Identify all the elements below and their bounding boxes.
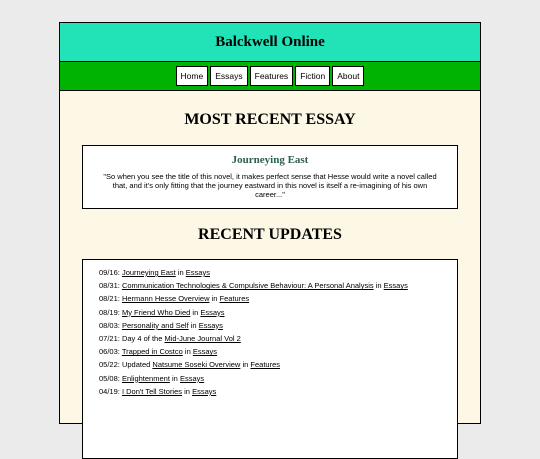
recent-essay-box bbox=[82, 145, 458, 209]
recent-updates-heading: RECENT UPDATES bbox=[198, 226, 342, 243]
update-section-link[interactable]: Features bbox=[219, 294, 250, 304]
update-sep: in bbox=[177, 268, 184, 277]
update-date: 08/21: bbox=[99, 294, 120, 304]
recent-essay-excerpt: "So when you see the title of this novel, it makes perfect sense that Hesse would write a novel called that, and it's only fitting that the journey eastward in this novel is itself a re-imagining of his own career..." bbox=[103, 172, 437, 199]
update-sep: in bbox=[242, 360, 249, 370]
list-item bbox=[99, 292, 457, 305]
update-date: 04/19: bbox=[99, 386, 120, 396]
update-sep: in bbox=[211, 294, 218, 304]
list-item bbox=[99, 385, 457, 398]
update-prefix: Day 4 of the bbox=[121, 334, 163, 344]
update-section-link[interactable]: Essays bbox=[192, 386, 217, 396]
update-title-link[interactable]: Hermann Hesse Overview bbox=[121, 294, 210, 304]
list-item bbox=[99, 319, 457, 332]
update-title-link[interactable]: Enlightenment bbox=[121, 373, 170, 383]
update-title-link[interactable]: My Friend Who Died bbox=[121, 307, 191, 317]
recent-updates-list bbox=[82, 259, 458, 459]
update-section-link[interactable]: Essays bbox=[200, 307, 225, 317]
update-title-link[interactable]: Trapped in Costco bbox=[121, 347, 183, 357]
update-title-link[interactable]: Communication Technologies & Compulsive Behaviour: A Personal Analysis bbox=[121, 281, 374, 291]
update-section-link[interactable]: Essays bbox=[179, 373, 205, 383]
update-section-link[interactable]: Essays bbox=[185, 268, 210, 277]
update-title-link[interactable]: Natsume Soseki Overview bbox=[152, 360, 241, 370]
update-sep: in bbox=[184, 347, 191, 357]
list-item bbox=[99, 358, 457, 371]
update-date: 05/08: bbox=[99, 373, 120, 383]
nav-bar bbox=[60, 62, 480, 91]
update-prefix: Updated bbox=[121, 360, 151, 370]
update-date: 08/19: bbox=[99, 307, 120, 317]
update-date: 06/03: bbox=[99, 347, 120, 357]
list-item bbox=[99, 345, 457, 358]
update-title-link[interactable]: Journeying East bbox=[121, 268, 176, 277]
update-section-link[interactable]: Features bbox=[250, 360, 280, 370]
nav-about[interactable]: About bbox=[332, 66, 364, 86]
update-section-link[interactable]: Essays bbox=[383, 281, 408, 291]
list-item bbox=[99, 279, 457, 292]
update-sep: in bbox=[172, 373, 178, 383]
list-item bbox=[99, 266, 457, 279]
update-sep: in bbox=[190, 320, 197, 330]
update-date: 09/16: bbox=[99, 268, 120, 277]
page-container bbox=[59, 22, 481, 424]
nav-essays[interactable]: Essays bbox=[210, 66, 247, 86]
site-header bbox=[60, 23, 480, 62]
update-date: 05/22: bbox=[99, 360, 120, 370]
update-title-link[interactable]: Personality and Self bbox=[121, 320, 189, 330]
site-title[interactable]: Balckwell Online bbox=[215, 33, 325, 50]
update-date: 08/31: bbox=[99, 281, 120, 291]
update-sep: in bbox=[192, 307, 199, 317]
nav-fiction[interactable]: Fiction bbox=[295, 66, 330, 86]
update-sep: in bbox=[375, 281, 382, 291]
update-title-link[interactable]: I Don't Tell Stories bbox=[121, 386, 183, 396]
update-title-link[interactable]: Mid-June Journal Vol 2 bbox=[164, 334, 241, 344]
nav-features[interactable]: Features bbox=[250, 66, 294, 86]
update-date: 08/03: bbox=[99, 320, 120, 330]
list-item bbox=[99, 332, 457, 345]
update-section-link[interactable]: Essays bbox=[198, 320, 223, 330]
nav-home[interactable]: Home bbox=[176, 66, 209, 86]
list-item bbox=[99, 306, 457, 319]
most-recent-essay-heading: MOST RECENT ESSAY bbox=[184, 111, 356, 128]
update-section-link[interactable]: Essays bbox=[192, 347, 218, 357]
list-item bbox=[99, 372, 457, 385]
recent-essay-title[interactable]: Journeying East bbox=[231, 154, 309, 166]
update-sep: in bbox=[184, 386, 190, 396]
update-date: 07/21: bbox=[99, 334, 120, 344]
